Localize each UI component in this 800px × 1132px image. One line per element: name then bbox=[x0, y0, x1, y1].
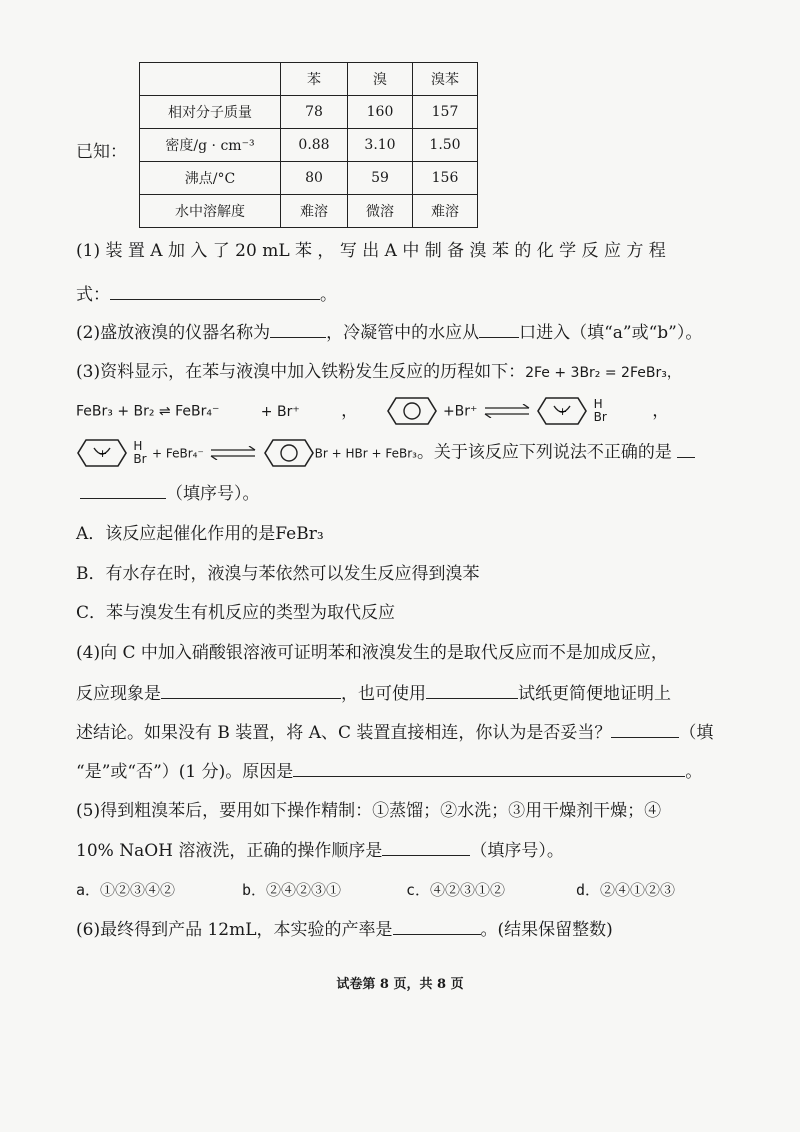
table-row bbox=[140, 162, 478, 195]
q3-fill-line bbox=[76, 480, 716, 507]
table-cell: 相对分子质量 bbox=[140, 96, 281, 129]
q3-comma: ， bbox=[341, 400, 359, 421]
q3-option-c: C．苯与溴发生有机反应的类型为取代反应 bbox=[76, 603, 396, 623]
q5-option-b: b．②④②③① bbox=[242, 881, 342, 899]
q5-option-c: c．④②③①② bbox=[406, 881, 506, 899]
q6-part2: 。(结果保留整数) bbox=[480, 920, 613, 940]
q1-suffix: 。 bbox=[320, 285, 337, 305]
q3-plus-br: +Br⁺ bbox=[442, 403, 478, 420]
equilibrium-arrow-icon bbox=[209, 446, 257, 460]
table-row bbox=[140, 96, 478, 129]
svg-text:+: + bbox=[98, 447, 108, 460]
table-cell: 160 bbox=[348, 96, 413, 129]
q4-line4 bbox=[76, 758, 716, 785]
q1-prefix: 式： bbox=[76, 285, 110, 305]
table-cell: 59 bbox=[348, 162, 413, 195]
table-row bbox=[140, 129, 478, 162]
hydrogen-label: H bbox=[593, 397, 603, 411]
q3-mechanism-line2 bbox=[76, 438, 716, 472]
table-row bbox=[140, 195, 478, 228]
q4-blank-test-paper[interactable] bbox=[426, 680, 518, 699]
q3-answer-blank-start[interactable] bbox=[677, 439, 695, 458]
q4-line3-b: （填 bbox=[679, 723, 714, 743]
q2-part3: 口进入（填“a”或“b”）。 bbox=[519, 323, 703, 343]
arenium-substituents bbox=[594, 398, 607, 424]
svg-text:+: + bbox=[558, 405, 568, 418]
q3-mechanism-line1 bbox=[76, 396, 716, 428]
q3-answer-blank[interactable] bbox=[80, 480, 166, 499]
arenium-substituents bbox=[133, 440, 146, 466]
table-cell: 80 bbox=[281, 162, 348, 195]
q6-line bbox=[76, 916, 716, 943]
q5-line1: (5)得到粗溴苯后，要用如下操作精制：①蒸馏；②水洗；③用干燥剂干燥；④ bbox=[76, 801, 662, 821]
q2-part1: (2)盛放液溴的仪器名称为 bbox=[76, 323, 271, 343]
q1-answer-blank[interactable] bbox=[110, 281, 320, 300]
page-footer: 试卷第 8 页，共 8 页 bbox=[336, 977, 464, 992]
q3-eq2-right: + Br⁺ bbox=[260, 403, 300, 420]
table-header-cell: 苯 bbox=[281, 63, 348, 96]
q3-fill-suffix: （填序号）。 bbox=[166, 484, 260, 504]
table-cell: 78 bbox=[281, 96, 348, 129]
table-cell: 1.50 bbox=[413, 129, 478, 162]
q5-blank-order[interactable] bbox=[382, 837, 470, 856]
table-cell: 水中溶解度 bbox=[140, 195, 281, 228]
table-header-row bbox=[140, 63, 478, 96]
q2-part2: ，冷凝管中的水应从 bbox=[326, 323, 480, 343]
q4-line2-a: 反应现象是 bbox=[76, 684, 161, 704]
table-cell: 157 bbox=[413, 96, 478, 129]
q5-options bbox=[76, 877, 716, 903]
q6-part1: (6)最终得到产品 12mL，本实验的产率是 bbox=[76, 920, 393, 940]
q5-option-a: a．①②③④② bbox=[76, 881, 176, 899]
q3-products: Br + HBr + FeBr₃ bbox=[314, 446, 417, 461]
q4-line4-a: “是”或“否”）(1 分)。原因是 bbox=[76, 762, 294, 782]
table-cell: 难溶 bbox=[281, 195, 348, 228]
q3-intro: (3)资料显示，在苯与液溴中加入铁粉发生反应的历程如下： bbox=[76, 362, 526, 382]
arenium-ion-icon bbox=[76, 438, 128, 468]
q4-line2-c: 试纸更简便地证明上 bbox=[518, 684, 671, 704]
q5-line2-a: 10% NaOH 溶液洗，正确的操作顺序是 bbox=[76, 841, 383, 861]
table-header-cell bbox=[140, 63, 281, 96]
q5-line2-b: （填序号）。 bbox=[470, 841, 564, 861]
known-data-block bbox=[76, 62, 478, 228]
q3-plus-febr4: + FeBr₄⁻ bbox=[151, 446, 204, 461]
table-cell: 密度/g · cm⁻³ bbox=[140, 129, 281, 162]
q3-tail: 。关于该反应下列说法不正确的是 bbox=[416, 442, 672, 463]
q4-line3-a: 述结论。如果没有 B 装置，将 A、C 装置直接相连，你认为是否妥当？ bbox=[76, 723, 612, 743]
q4-line2 bbox=[76, 680, 716, 707]
q3-option-a: A．该反应起催化作用的是FeBr₃ bbox=[76, 524, 324, 544]
equilibrium-arrow-icon bbox=[483, 404, 531, 418]
q4-line2-b: ，也可使用 bbox=[341, 684, 426, 704]
q3-option-b: B．有水存在时，液溴与苯依然可以发生反应得到溴苯 bbox=[76, 564, 480, 584]
table-cell: 0.88 bbox=[281, 129, 348, 162]
table-header-cell: 溴苯 bbox=[413, 63, 478, 96]
q3-eq1: 2Fe + 3Br₂ = 2FeBr₃， bbox=[525, 365, 681, 381]
bromine-label: Br bbox=[133, 452, 147, 466]
q2-blank-inlet[interactable] bbox=[479, 319, 519, 338]
q1-line2 bbox=[76, 281, 716, 308]
q1-line1: (1) 装 置 A 加 入 了 20 mL 苯 ， 写 出 A 中 制 备 溴 苯 的 化 学 反 应 方 程 bbox=[76, 241, 666, 261]
table-cell: 156 bbox=[413, 162, 478, 195]
q4-blank-reason[interactable] bbox=[293, 758, 685, 777]
q2-blank-instrument[interactable] bbox=[270, 319, 326, 338]
bromine-label: Br bbox=[593, 410, 607, 424]
q4-line3 bbox=[76, 719, 716, 746]
q3-eq2-left: FeBr₃ + Br₂ ⇌ FeBr₄⁻ bbox=[76, 403, 220, 420]
hydrogen-label: H bbox=[133, 439, 143, 453]
q4-line4-b: 。 bbox=[685, 762, 703, 782]
q6-blank-yield[interactable] bbox=[393, 916, 481, 935]
known-label: 已知： bbox=[76, 141, 127, 162]
table-header-cell: 溴 bbox=[348, 63, 413, 96]
q4-line1: (4)向 C 中加入硝酸银溶液可证明苯和液溴发生的是取代反应而不是加成反应， bbox=[76, 643, 668, 663]
q3-comma-2: ， bbox=[652, 400, 670, 421]
q2-line bbox=[76, 319, 716, 346]
q5-line2 bbox=[76, 837, 716, 864]
benzene-ring-icon bbox=[263, 438, 315, 468]
arenium-ion-icon bbox=[536, 396, 588, 426]
q4-blank-yes-no[interactable] bbox=[611, 719, 679, 738]
table-cell: 3.10 bbox=[348, 129, 413, 162]
table-cell: 微溶 bbox=[348, 195, 413, 228]
q5-option-d: d．②④①②③ bbox=[576, 881, 676, 899]
table-cell: 沸点/°C bbox=[140, 162, 281, 195]
properties-table bbox=[139, 62, 478, 228]
q3-intro-line bbox=[76, 359, 716, 386]
q4-blank-phenomenon[interactable] bbox=[161, 680, 341, 699]
benzene-ring-icon bbox=[386, 396, 438, 426]
table-cell: 难溶 bbox=[413, 195, 478, 228]
